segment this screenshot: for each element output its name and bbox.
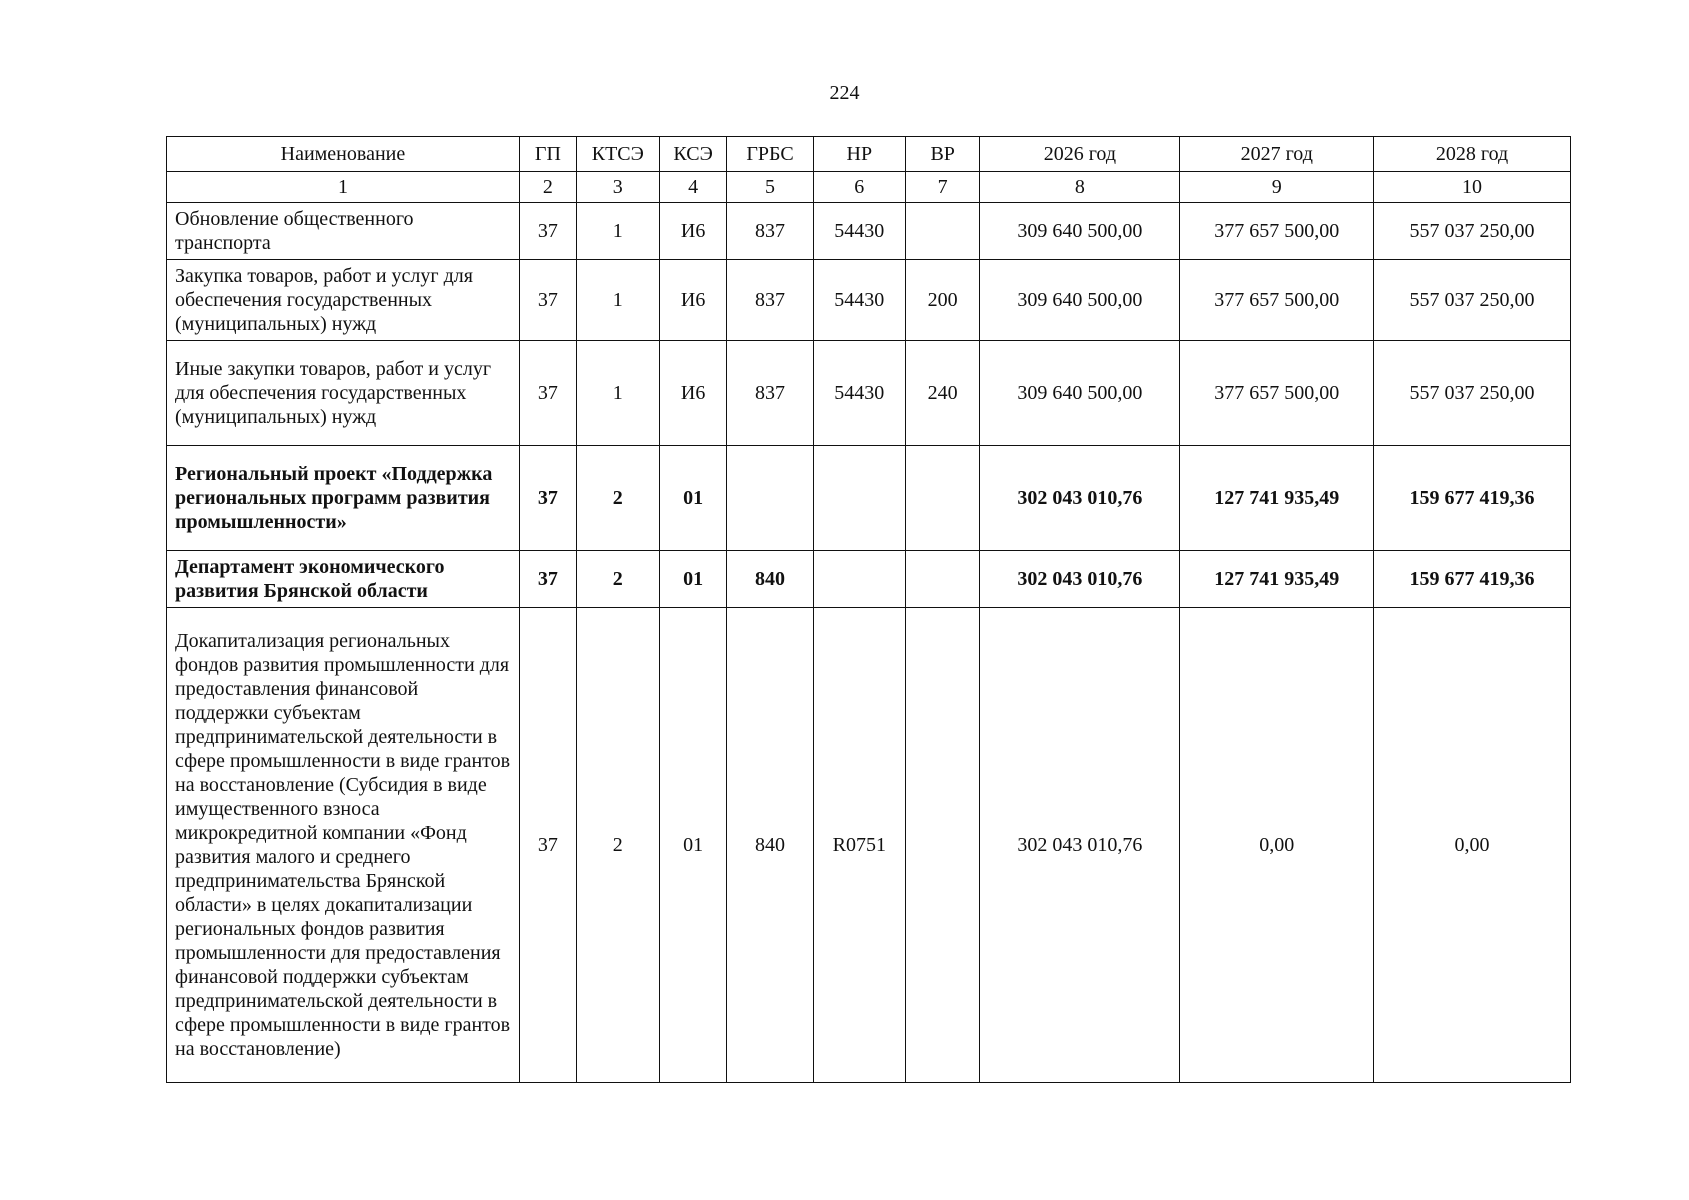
cell-gp: 37 (519, 203, 576, 260)
column-number: 4 (659, 172, 727, 203)
cell-2027: 377 657 500,00 (1180, 203, 1374, 260)
cell-2027: 127 741 935,49 (1180, 446, 1374, 551)
cell-grbs: 837 (727, 341, 813, 446)
cell-vr (906, 551, 980, 608)
header-gp: ГП (519, 137, 576, 172)
cell-kse: 01 (659, 551, 727, 608)
table-row (167, 260, 1571, 341)
cell-ktse: 1 (576, 203, 659, 260)
cell-2028: 159 677 419,36 (1374, 446, 1571, 551)
cell-kse: И6 (659, 203, 727, 260)
table-row (167, 608, 1571, 1083)
cell-kse: И6 (659, 341, 727, 446)
row-name: Региональный проект «Поддержка региональных программ развития промышленности» (167, 446, 520, 551)
cell-nr: 54430 (813, 341, 906, 446)
row-name: Иные закупки товаров, работ и услуг для обеспечения государственных (муниципальных) нужд (167, 341, 520, 446)
table-row (167, 341, 1571, 446)
header-nr: НР (813, 137, 906, 172)
cell-kse: И6 (659, 260, 727, 341)
budget-table (166, 136, 1571, 1083)
cell-2028: 0,00 (1374, 608, 1571, 1083)
column-number: 10 (1374, 172, 1571, 203)
row-name: Обновление общественного транспорта (167, 203, 520, 260)
cell-nr (813, 446, 906, 551)
cell-kse: 01 (659, 446, 727, 551)
header-2026: 2026 год (980, 137, 1180, 172)
column-number: 5 (727, 172, 813, 203)
cell-2027: 377 657 500,00 (1180, 260, 1374, 341)
cell-vr (906, 446, 980, 551)
row-name: Закупка товаров, работ и услуг для обеспечения государственных (муниципальных) нужд (167, 260, 520, 341)
cell-vr: 200 (906, 260, 980, 341)
header-grbs: ГРБС (727, 137, 813, 172)
cell-vr: 240 (906, 341, 980, 446)
header-vr: ВР (906, 137, 980, 172)
cell-kse: 01 (659, 608, 727, 1083)
table-row-project (167, 446, 1571, 551)
cell-2026: 309 640 500,00 (980, 203, 1180, 260)
column-number: 3 (576, 172, 659, 203)
column-number: 6 (813, 172, 906, 203)
column-number: 2 (519, 172, 576, 203)
cell-ktse: 2 (576, 446, 659, 551)
cell-gp: 37 (519, 260, 576, 341)
header-2027: 2027 год (1180, 137, 1374, 172)
column-number: 9 (1180, 172, 1374, 203)
header-2028: 2028 год (1374, 137, 1571, 172)
cell-ktse: 1 (576, 341, 659, 446)
cell-2026: 302 043 010,76 (980, 608, 1180, 1083)
cell-2028: 557 037 250,00 (1374, 260, 1571, 341)
cell-nr (813, 551, 906, 608)
page-number: 224 (829, 82, 860, 104)
table-row (167, 203, 1571, 260)
cell-2027: 377 657 500,00 (1180, 341, 1374, 446)
cell-2026: 309 640 500,00 (980, 260, 1180, 341)
cell-nr: R0751 (813, 608, 906, 1083)
cell-vr (906, 203, 980, 260)
cell-nr: 54430 (813, 203, 906, 260)
cell-grbs: 840 (727, 608, 813, 1083)
cell-grbs (727, 446, 813, 551)
cell-2028: 159 677 419,36 (1374, 551, 1571, 608)
cell-2026: 302 043 010,76 (980, 551, 1180, 608)
column-number: 7 (906, 172, 980, 203)
column-number-row (167, 172, 1571, 203)
cell-gp: 37 (519, 551, 576, 608)
cell-2027: 127 741 935,49 (1180, 551, 1374, 608)
row-name: Докапитализация региональных фондов развития промышленности для предоставления финансовой поддержки субъектам предпринимательской деятельности в сфере промышленности в виде грантов на восстановление (Субсидия в виде имущественного взноса микрокредитной компании «Фонд развития малого и среднего предпринимательства Брянской области» в целях докапитализации региональных фондов развития промышленности для предоставления финансовой поддержки субъектам предпринимательской деятельности в сфере промышленности в виде грантов на восстановление) (167, 608, 520, 1083)
cell-2027: 0,00 (1180, 608, 1374, 1083)
cell-grbs: 837 (727, 260, 813, 341)
cell-2028: 557 037 250,00 (1374, 341, 1571, 446)
row-name: Департамент экономического развития Брянской области (167, 551, 520, 608)
cell-2028: 557 037 250,00 (1374, 203, 1571, 260)
cell-ktse: 2 (576, 551, 659, 608)
header-ktse: КТСЭ (576, 137, 659, 172)
cell-gp: 37 (519, 608, 576, 1083)
cell-2026: 302 043 010,76 (980, 446, 1180, 551)
header-kse: КСЭ (659, 137, 727, 172)
cell-grbs: 837 (727, 203, 813, 260)
column-number: 8 (980, 172, 1180, 203)
cell-ktse: 1 (576, 260, 659, 341)
cell-gp: 37 (519, 341, 576, 446)
header-row (167, 137, 1571, 172)
column-number: 1 (167, 172, 520, 203)
cell-vr (906, 608, 980, 1083)
cell-gp: 37 (519, 446, 576, 551)
cell-grbs: 840 (727, 551, 813, 608)
cell-ktse: 2 (576, 608, 659, 1083)
table-row-department (167, 551, 1571, 608)
cell-2026: 309 640 500,00 (980, 341, 1180, 446)
cell-nr: 54430 (813, 260, 906, 341)
header-name: Наименование (167, 137, 520, 172)
